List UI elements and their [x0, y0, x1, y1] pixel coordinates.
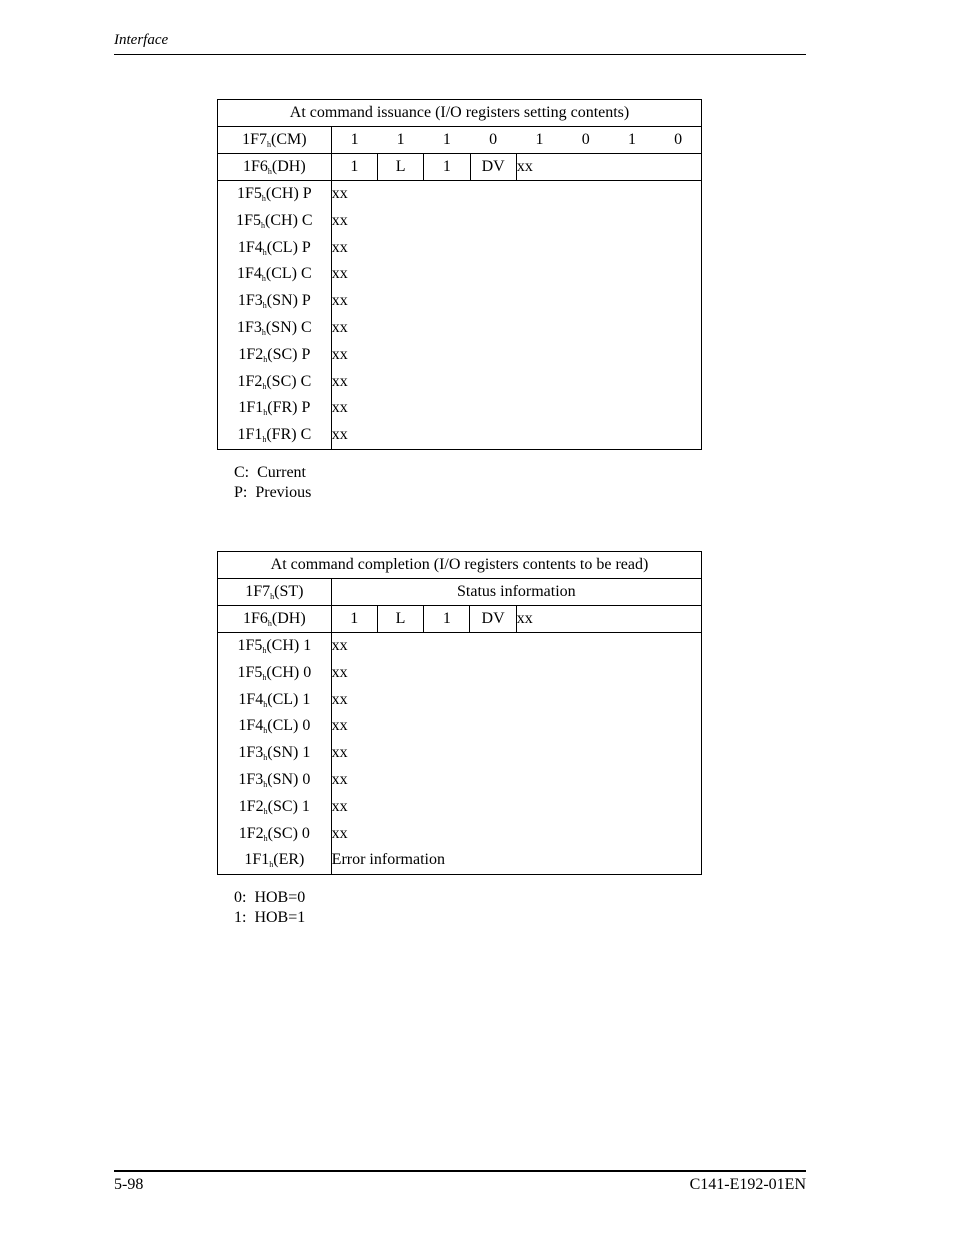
table-row — [218, 261, 702, 288]
register-value: xx — [331, 422, 701, 449]
register-value: xx — [331, 288, 701, 315]
table2-legend — [234, 888, 305, 928]
legend-previous: P: Previous — [234, 484, 312, 501]
bit-5: 1 — [424, 127, 470, 154]
table-row — [218, 395, 702, 422]
bits-3-0: xx — [516, 154, 701, 181]
register-name: $1F1_h(ER)$ — [218, 847, 332, 874]
bit-2: 0 — [563, 127, 609, 154]
register-name: $1F5_h(CH)$ P — [218, 181, 332, 208]
register-name: $1F3_h(SN)$ 0 — [218, 767, 332, 794]
bit-6: L — [377, 154, 423, 181]
register-value: xx — [331, 342, 701, 369]
register-name: $1F2_h(SC)$ 1 — [218, 794, 332, 821]
register-value: xx — [331, 181, 701, 208]
table-row — [218, 315, 702, 342]
header-rule — [114, 54, 806, 55]
register-value: xx — [331, 315, 701, 342]
table-row — [218, 422, 702, 449]
bit-4: DV — [470, 606, 516, 633]
bit-1: 1 — [609, 127, 655, 154]
register-value: xx — [331, 208, 701, 235]
bit-5: 1 — [424, 154, 470, 181]
table-caption: At command issuance (I/O registers setting contents) — [218, 100, 702, 127]
table-row — [218, 208, 702, 235]
table-row — [218, 740, 702, 767]
command-issuance-table — [217, 99, 702, 450]
legend-hob1: 1: HOB=1 — [234, 909, 306, 926]
bit-6: 1 — [377, 127, 423, 154]
table-row — [218, 235, 702, 262]
table-row — [218, 847, 702, 874]
bit-0: 0 — [655, 127, 701, 154]
register-value: xx — [331, 660, 701, 687]
document-id: C141-E192-01EN — [689, 1176, 806, 1193]
register-value: xx — [331, 369, 701, 396]
register-name: $1F6_h(DH)$ — [218, 606, 332, 633]
table-row — [218, 633, 702, 660]
register-name: $1F5_h(CH)$ 1 — [218, 633, 332, 660]
register-value: xx — [331, 794, 701, 821]
register-name: $1F5_h(CH)$ C — [218, 208, 332, 235]
register-name: $1F7_h(CM)$ — [218, 127, 332, 154]
register-row-dh — [218, 606, 702, 633]
running-header-title: Interface — [114, 32, 169, 48]
table-row — [218, 713, 702, 740]
table-caption: At command completion (I/O registers contents to be read) — [218, 552, 702, 579]
register-row-dh — [218, 154, 702, 181]
register-value: xx — [331, 261, 701, 288]
register-name: $1F4_h(CL)$ C — [218, 261, 332, 288]
register-name: $1F6_h(DH)$ — [218, 154, 332, 181]
footer-rule — [114, 1170, 806, 1172]
register-name: $1F3_h(SN)$ C — [218, 315, 332, 342]
bits-3-0: xx — [516, 606, 701, 633]
register-value: xx — [331, 767, 701, 794]
register-value: xx — [331, 633, 701, 660]
register-name: $1F4_h(CL)$ 0 — [218, 713, 332, 740]
table-row — [218, 821, 702, 848]
register-value: xx — [331, 235, 701, 262]
table-row — [218, 687, 702, 714]
register-value: xx — [331, 740, 701, 767]
legend-current: C: Current — [234, 464, 306, 481]
table-row — [218, 181, 702, 208]
register-name: $1F2_h(SC)$ C — [218, 369, 332, 396]
register-value: xx — [331, 687, 701, 714]
bit-6: L — [377, 606, 423, 633]
register-value: xx — [331, 713, 701, 740]
register-name: $1F3_h(SN)$ 1 — [218, 740, 332, 767]
register-value: Error information — [331, 847, 701, 874]
bit-3: 1 — [516, 127, 562, 154]
table-row — [218, 369, 702, 396]
register-name: $1F4_h(CL)$ P — [218, 235, 332, 262]
register-value: xx — [331, 821, 701, 848]
table-row — [218, 342, 702, 369]
register-name: $1F3_h(SN)$ P — [218, 288, 332, 315]
bit-7: 1 — [331, 606, 377, 633]
bit-4: DV — [470, 154, 516, 181]
table-row — [218, 660, 702, 687]
register-name: $1F1_h(FR)$ C — [218, 422, 332, 449]
table-row — [218, 794, 702, 821]
table-row — [218, 288, 702, 315]
bit-7: 1 — [331, 154, 377, 181]
register-name: $1F7_h(ST)$ — [218, 579, 332, 606]
register-name: $1F2_h(SC)$ P — [218, 342, 332, 369]
table-row — [218, 767, 702, 794]
register-row-st — [218, 579, 702, 606]
legend-hob0: 0: HOB=0 — [234, 889, 306, 906]
bit-4: 0 — [470, 127, 516, 154]
register-value: xx — [331, 395, 701, 422]
register-name: $1F5_h(CH)$ 0 — [218, 660, 332, 687]
page-number: 5-98 — [114, 1176, 144, 1193]
bit-7: 1 — [331, 127, 377, 154]
register-name: $1F1_h(FR)$ P — [218, 395, 332, 422]
status-information: Status information — [331, 579, 701, 606]
register-name: $1F4_h(CL)$ 1 — [218, 687, 332, 714]
table1-legend — [234, 463, 311, 503]
bit-5: 1 — [424, 606, 470, 633]
register-row-cm — [218, 127, 702, 154]
command-completion-table — [217, 551, 702, 875]
register-name: $1F2_h(SC)$ 0 — [218, 821, 332, 848]
